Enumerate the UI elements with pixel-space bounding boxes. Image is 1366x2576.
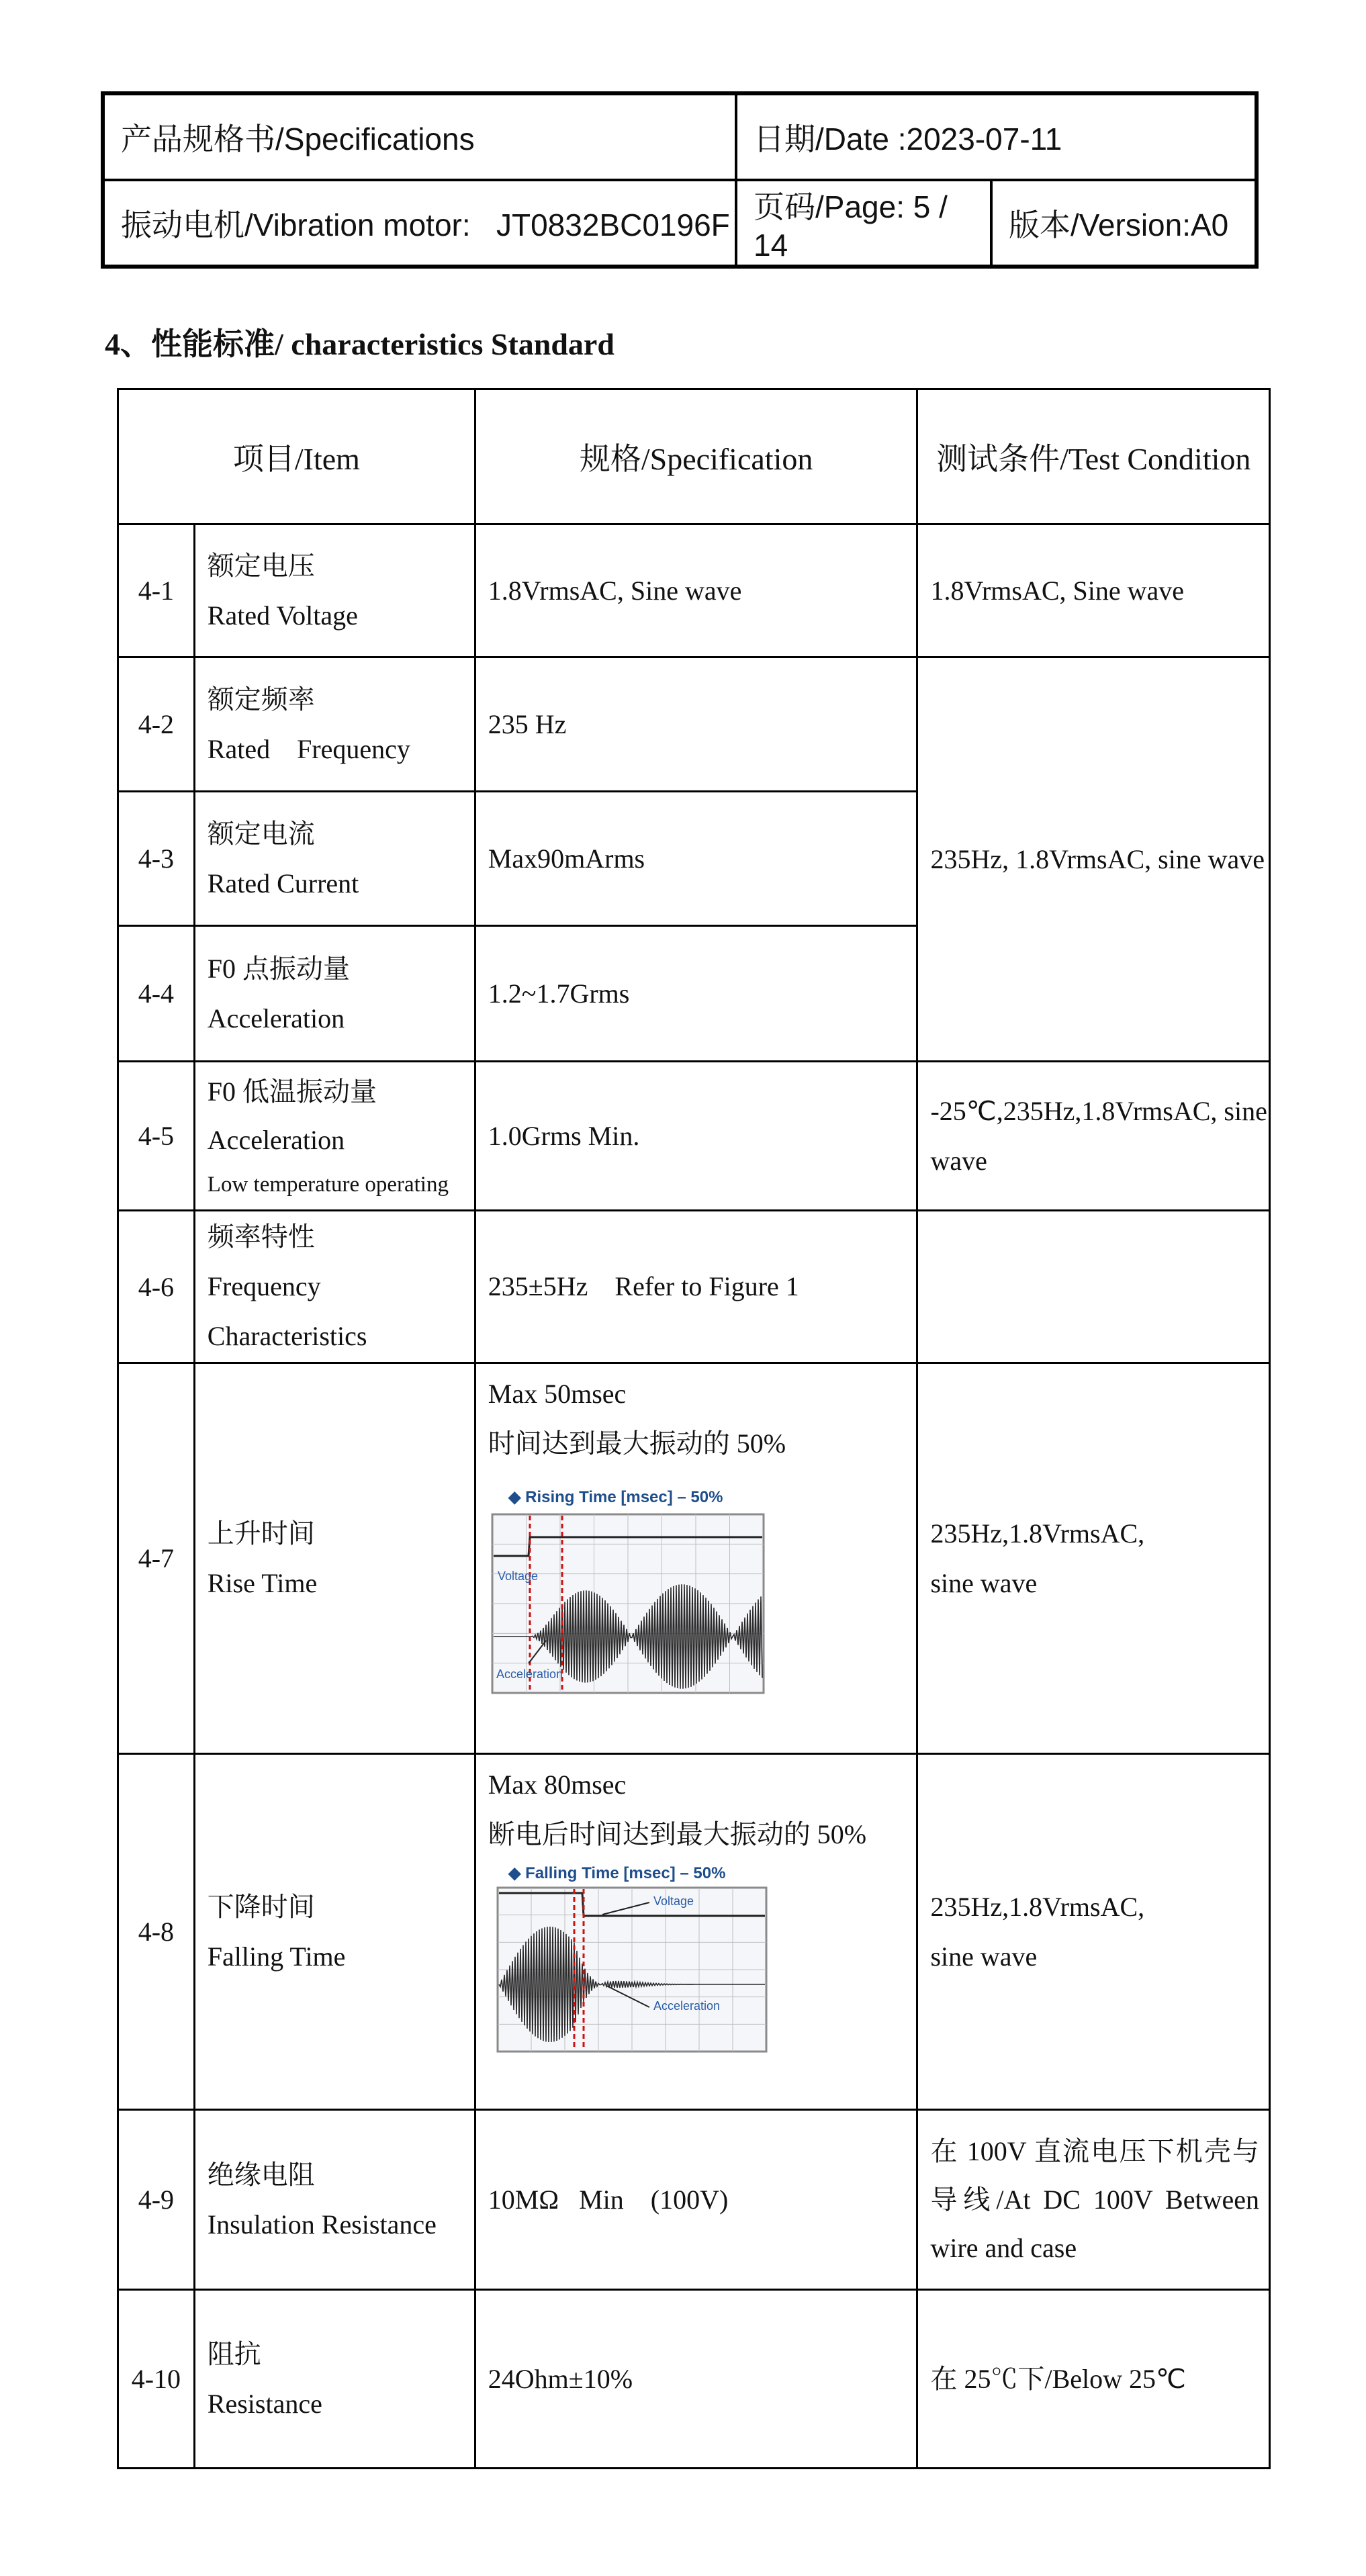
table-row (118, 657, 1270, 792)
spec-line: 断电后时间达到最大振动的 50% (488, 1819, 867, 1849)
condition-cell: -25℃,235Hz,1.8VrmsAC, sine wave (917, 1062, 1270, 1211)
condition-line: 235Hz,1.8VrmsAC, (930, 1518, 1145, 1549)
item-cell (194, 1062, 475, 1211)
row-number: 4-8 (118, 1754, 195, 2110)
figure-title: ◆ Falling Time [msec] – 50% (508, 1864, 726, 1882)
falling-time-waveform (488, 1861, 770, 2056)
acceleration-label: Acceleration (653, 1999, 720, 2013)
table-row (118, 2110, 1270, 2290)
spec-cell (475, 1754, 917, 2110)
table-row (118, 1754, 1270, 2110)
spec-cell: 24Ohm±10% (475, 2290, 917, 2469)
condition-cell (917, 1211, 1270, 1363)
item-en: Resistance (207, 2388, 322, 2419)
item-cell (194, 1211, 475, 1363)
table-row (118, 2290, 1270, 2469)
page-number: 页码/Page: 5 / 14 (754, 189, 948, 263)
spec-cell: 1.0Grms Min. (475, 1062, 917, 1211)
item-en: Acceleration (207, 1003, 345, 1033)
row-number: 4-9 (118, 2110, 195, 2290)
item-cell (194, 1754, 475, 2110)
table-row (118, 1062, 1270, 1211)
condition-line: sine wave (930, 1567, 1038, 1598)
doc-date: 日期/Date :2023-07-11 (754, 122, 1062, 156)
condition-cell: 1.8VrmsAC, Sine wave (917, 524, 1270, 657)
rise-time-waveform (488, 1482, 770, 1697)
spec-cell (475, 1363, 917, 1754)
item-cn: 上升时间 (207, 1518, 315, 1549)
row-number: 4-4 (118, 926, 195, 1062)
item-cn: 下降时间 (207, 1891, 315, 1922)
item-cell (194, 926, 475, 1062)
item-cn: 额定电流 (207, 818, 315, 849)
item-en: Rise Time (207, 1567, 318, 1598)
spec-line: Max 80msec (488, 1769, 627, 1800)
row-number: 4-10 (118, 2290, 195, 2469)
item-en: Rated Frequency (207, 733, 410, 764)
spec-cell: 1.2~1.7Grms (475, 926, 917, 1062)
item-cell (194, 792, 475, 926)
spec-cell: 10MΩ Min (100V) (475, 2110, 917, 2290)
row-number: 4-5 (118, 1062, 195, 1211)
item-note: Low temperature operating (207, 1172, 449, 1197)
condition-cell: 在 100V 直流电压下机壳与导线/At DC 100V Between wire and case (917, 2110, 1270, 2290)
document-header (101, 91, 1259, 269)
item-cn: 阻抗 (207, 2338, 261, 2369)
row-number: 4-1 (118, 524, 195, 657)
spec-cell: 235±5Hz Refer to Figure 1 (475, 1211, 917, 1363)
spec-line: 时间达到最大振动的 50% (488, 1428, 786, 1459)
table-row (118, 1363, 1270, 1754)
row-number: 4-6 (118, 1211, 195, 1363)
item-en: Rated Current (207, 868, 359, 899)
condition-cell (917, 1754, 1270, 2110)
item-en: Rated Voltage (207, 600, 358, 631)
voltage-label: Voltage (497, 1569, 538, 1583)
header-condition: 测试条件/Test Condition (917, 389, 1270, 524)
item-cn: F0 点振动量 (207, 953, 351, 984)
condition-cell: 在 25℃下/Below 25℃ (917, 2290, 1270, 2469)
item-cn: F0 低温振动量 (207, 1076, 377, 1107)
item-en: Acceleration (207, 1124, 345, 1155)
voltage-label: Voltage (653, 1894, 694, 1908)
figure-title: ◆ Rising Time [msec] – 50% (508, 1488, 723, 1506)
doc-title: 产品规格书/Specifications (121, 122, 475, 156)
spec-cell: Max90mArms (475, 792, 917, 926)
item-cn: 额定频率 (207, 684, 315, 715)
item-cn: 绝缘电阻 (207, 2159, 315, 2190)
item-cn: 额定电压 (207, 550, 315, 581)
item-cn: 频率特性 (207, 1222, 315, 1252)
header-item: 项目/Item (118, 389, 475, 524)
spec-cell: 235 Hz (475, 657, 917, 792)
section-title: 4、性能标准/ characteristics Standard (105, 327, 614, 361)
doc-version: 版本/Version:A0 (1009, 208, 1229, 242)
item-en: Insulation Resistance (207, 2209, 437, 2240)
characteristics-table (117, 388, 1271, 2469)
item-en: Falling Time (207, 1941, 346, 1972)
product-name: 振动电机/Vibration motor: JT0832BC0196F (121, 208, 730, 242)
item-cell (194, 657, 475, 792)
acceleration-label: Acceleration (496, 1667, 563, 1681)
row-number: 4-7 (118, 1363, 195, 1754)
row-number: 4-2 (118, 657, 195, 792)
table-header-row (118, 389, 1270, 524)
spec-line: Max 50msec (488, 1379, 627, 1409)
item-cell (194, 2290, 475, 2469)
item-cell (194, 1363, 475, 1754)
spec-cell: 1.8VrmsAC, Sine wave (475, 524, 917, 657)
condition-line: sine wave (930, 1941, 1038, 1972)
header-spec: 规格/Specification (475, 389, 917, 524)
condition-cell (917, 1363, 1270, 1754)
item-en: Frequency Characteristics (207, 1271, 367, 1351)
item-cell (194, 2110, 475, 2290)
table-row (118, 524, 1270, 657)
item-cell (194, 524, 475, 657)
table-row (118, 1211, 1270, 1363)
condition-cell: 235Hz, 1.8VrmsAC, sine wave (917, 657, 1270, 1062)
row-number: 4-3 (118, 792, 195, 926)
condition-line: 235Hz,1.8VrmsAC, (930, 1891, 1145, 1922)
